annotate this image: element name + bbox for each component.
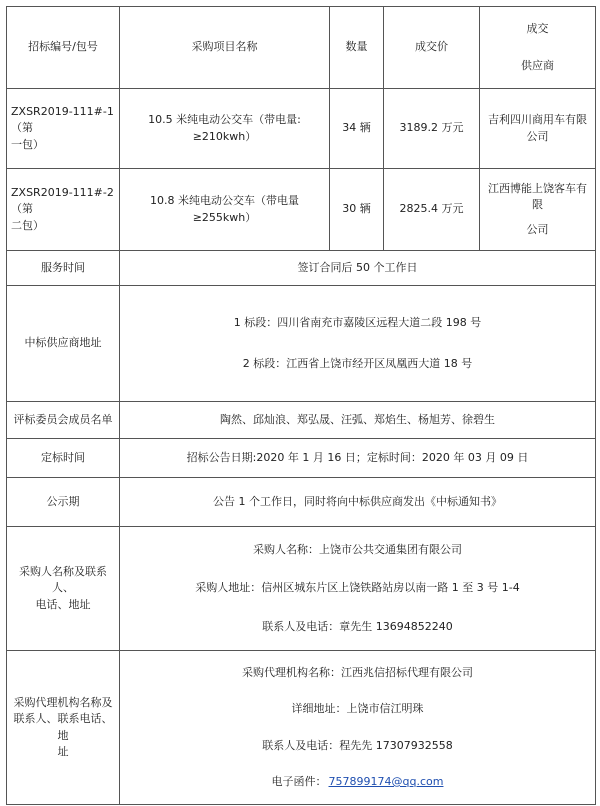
service-time-row xyxy=(7,251,596,286)
agent-value xyxy=(120,651,596,805)
supplier-address-row xyxy=(7,286,596,402)
service-time-label: 服务时间 xyxy=(7,251,120,286)
agent-label-line3: 址 xyxy=(57,745,69,758)
purchaser-label xyxy=(7,527,120,651)
header-price: 成交价 xyxy=(384,7,480,89)
lot-supplier xyxy=(480,169,596,251)
procurement-result-table xyxy=(6,6,596,805)
agent-row xyxy=(7,651,596,805)
lot-code xyxy=(7,89,120,169)
publicity-row xyxy=(7,478,596,527)
supplier-address-value xyxy=(120,286,596,402)
award-time-label: 定标时间 xyxy=(7,439,120,478)
lot-supplier-line1: 江西博能上饶客车有限 xyxy=(488,181,587,212)
agent-contact: 联系人及电话：程先先 17307932558 xyxy=(262,738,453,752)
header-supplier-line2: 供应商 xyxy=(521,58,554,72)
agent-label-line1: 采购代理机构名称及 xyxy=(13,695,113,709)
header-code: 招标编号/包号 xyxy=(7,7,120,89)
purchaser-row xyxy=(7,527,596,651)
lot-project-line1: 10.5 米纯电动公交车（带电量: xyxy=(148,113,301,126)
purchaser-address: 采购人地址：信州区城东片区上饶铁路站房以南一路 1 至 3 号 1-4 xyxy=(195,581,520,595)
agent-email-row xyxy=(272,774,444,791)
lot-price: 2825.4 万元 xyxy=(384,169,480,251)
table-row xyxy=(7,169,596,251)
agent-email-link[interactable]: 757899174@qq.com xyxy=(328,775,444,788)
header-supplier-line1: 成交 xyxy=(526,22,549,35)
header-row xyxy=(7,7,596,89)
committee-label: 评标委员会成员名单 xyxy=(7,402,120,439)
service-time-value: 签订合同后 50 个工作日 xyxy=(120,251,596,286)
purchaser-label-line2: 电话、地址 xyxy=(35,597,91,611)
lot-quantity: 34 辆 xyxy=(330,89,384,169)
committee-value: 陶然、邱灿浪、郑弘晟、汪弧、郑焰生、杨旭芳、徐碧生 xyxy=(120,402,596,439)
lot-project-line2: ≥210kwh） xyxy=(192,129,257,143)
publicity-label: 公示期 xyxy=(7,478,120,527)
header-supplier xyxy=(480,7,596,89)
lot-code-line2: 一包） xyxy=(11,137,44,151)
committee-row xyxy=(7,402,596,439)
table-row xyxy=(7,89,596,169)
purchaser-contact: 联系人及电话：章先生 13694852240 xyxy=(262,619,453,633)
agent-name: 采购代理机构名称：江西兆信招标代理有限公司 xyxy=(242,665,473,679)
agent-address: 详细地址：上饶市信江明珠 xyxy=(291,702,424,715)
award-time-value: 招标公告日期:2020 年 1 月 16 日；定标时间：2020 年 03 月 09 日 xyxy=(120,439,596,478)
supplier-address-line2: 2 标段：江西省上饶市经开区凤凰西大道 18 号 xyxy=(242,356,473,370)
agent-email-label: 电子函件： xyxy=(271,775,327,788)
publicity-value: 公告 1 个工作日，同时将向中标供应商发出《中标通知书》 xyxy=(120,478,596,527)
lot-project xyxy=(120,89,330,169)
lot-price: 3189.2 万元 xyxy=(384,89,480,169)
header-quantity: 数量 xyxy=(330,7,384,89)
agent-label-line2: 联系人、联系电话、地 xyxy=(13,712,113,742)
award-time-row xyxy=(7,439,596,478)
agent-label xyxy=(7,651,120,805)
lot-code-line2: 二包） xyxy=(11,218,44,232)
purchaser-value xyxy=(120,527,596,651)
purchaser-name: 采购人名称：上饶市公共交通集团有限公司 xyxy=(253,542,462,556)
lot-code-line1: ZXSR2019-111#-1（第 xyxy=(11,104,114,135)
purchaser-label-line1: 采购人名称及联系人、 xyxy=(19,564,107,595)
lot-quantity: 30 辆 xyxy=(330,169,384,251)
lot-supplier: 吉利四川商用车有限公司 xyxy=(480,89,596,169)
lot-code xyxy=(7,169,120,251)
supplier-address-line1: 1 标段：四川省南充市嘉陵区远程大道二段 198 号 xyxy=(233,316,482,329)
lot-supplier-line2: 公司 xyxy=(526,222,549,236)
lot-code-line1: ZXSR2019-111#-2（第 xyxy=(11,185,114,216)
supplier-address-label: 中标供应商地址 xyxy=(7,286,120,402)
lot-project: 10.8 米纯电动公交车（带电量≥255kwh） xyxy=(120,169,330,251)
header-project-name: 采购项目名称 xyxy=(120,7,330,89)
